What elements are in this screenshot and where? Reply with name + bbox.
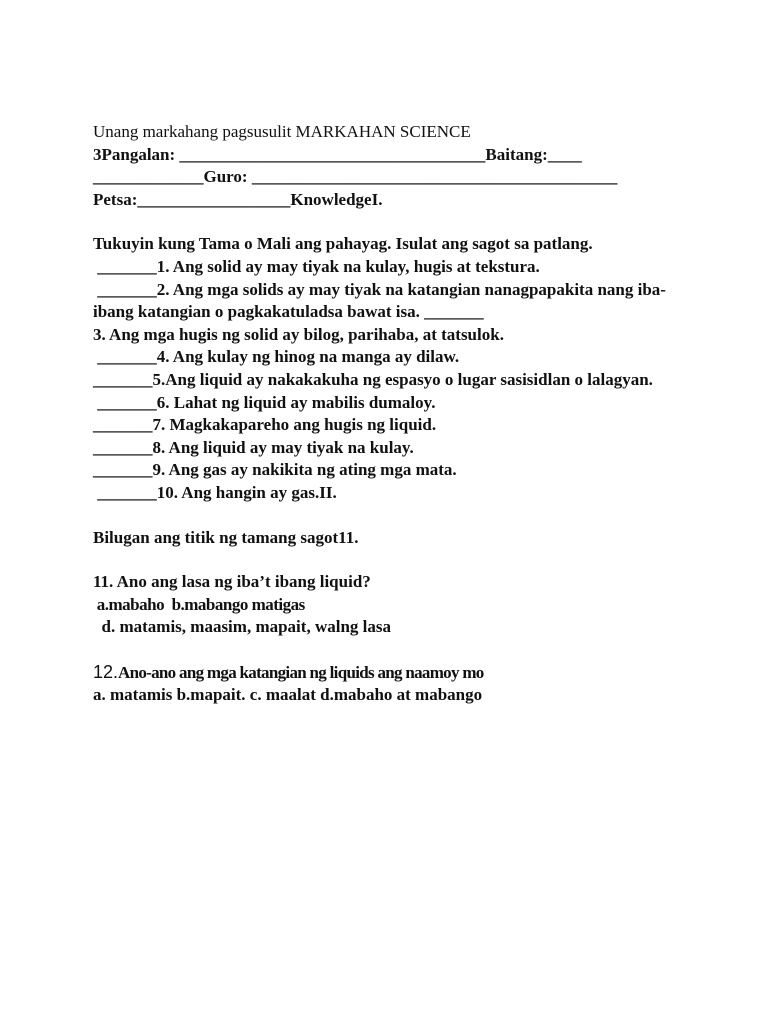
- section1-instruction: Tukuyin kung Tama o Mali ang pahayag. Isulat ang sagot sa patlang.: [93, 234, 593, 254]
- section2-instruction: Bilugan ang titik ng tamang sagot11.: [93, 527, 359, 547]
- question-11-choice-d: d. matamis, maasim, mapait, walng lasa: [93, 617, 391, 637]
- question-12-number: 12.: [93, 661, 119, 682]
- list-item-6: _______6. Lahat ng liquid ay mabilis dumaloy.: [93, 392, 436, 412]
- list-item-8: _______8. Ang liquid ay may tiyak na kulay.: [93, 437, 414, 457]
- question-11-choices-ab: a.mabaho b.mabango matigas: [93, 594, 305, 614]
- list-item-9: _______9. Ang gas ay nakikita ng ating mga mata.: [93, 460, 457, 480]
- question-12-choices: a. matamis b.mapait. c. maalat d.mabaho at mabango: [93, 685, 483, 705]
- name-grade-line: 3Pangalan: ____________________________________Baitang:____: [93, 144, 582, 164]
- list-item-10: _______10. Ang hangin ay gas.II.: [93, 482, 337, 502]
- date-line: Petsa:__________________KnowledgeI.: [93, 189, 383, 209]
- question-11: 11. Ano ang lasa ng iba’t ibang liquid?: [93, 572, 371, 592]
- list-item-4: _______4. Ang kulay ng hinog na manga ay dilaw.: [93, 347, 460, 367]
- list-item-3: 3. Ang mga hugis ng solid ay bilog, parihaba, at tatsulok.: [93, 324, 504, 344]
- document-page: [93, 121, 693, 707]
- spacer: [93, 505, 693, 527]
- list-item-5: _______5.Ang liquid ay nakakakuha ng espasyo o lugar sasisidlan o lalagyan.: [93, 369, 653, 389]
- spacer: [93, 639, 693, 661]
- question-12: [93, 661, 693, 685]
- teacher-line: _____________Guro: ___________________________________________: [93, 167, 618, 187]
- list-item-2: _______2. Ang mga solids ay may tiyak na katangian nanagpapakita nang iba-ibang katangian o pagkakatuladsa bawat isa. _______: [93, 279, 666, 322]
- spacer: [93, 549, 693, 571]
- list-item-1: _______1. Ang solid ay may tiyak na kulay, hugis at tekstura.: [93, 256, 540, 276]
- question-12-text: Ano-ano ang mga katangian ng liquids ang naamoy mo: [118, 662, 484, 682]
- spacer: [93, 211, 693, 233]
- list-item-7: _______7. Magkakapareho ang hugis ng liquid.: [93, 415, 437, 435]
- exam-title: Unang markahang pagsusulit MARKAHAN SCIENCE: [93, 122, 471, 141]
